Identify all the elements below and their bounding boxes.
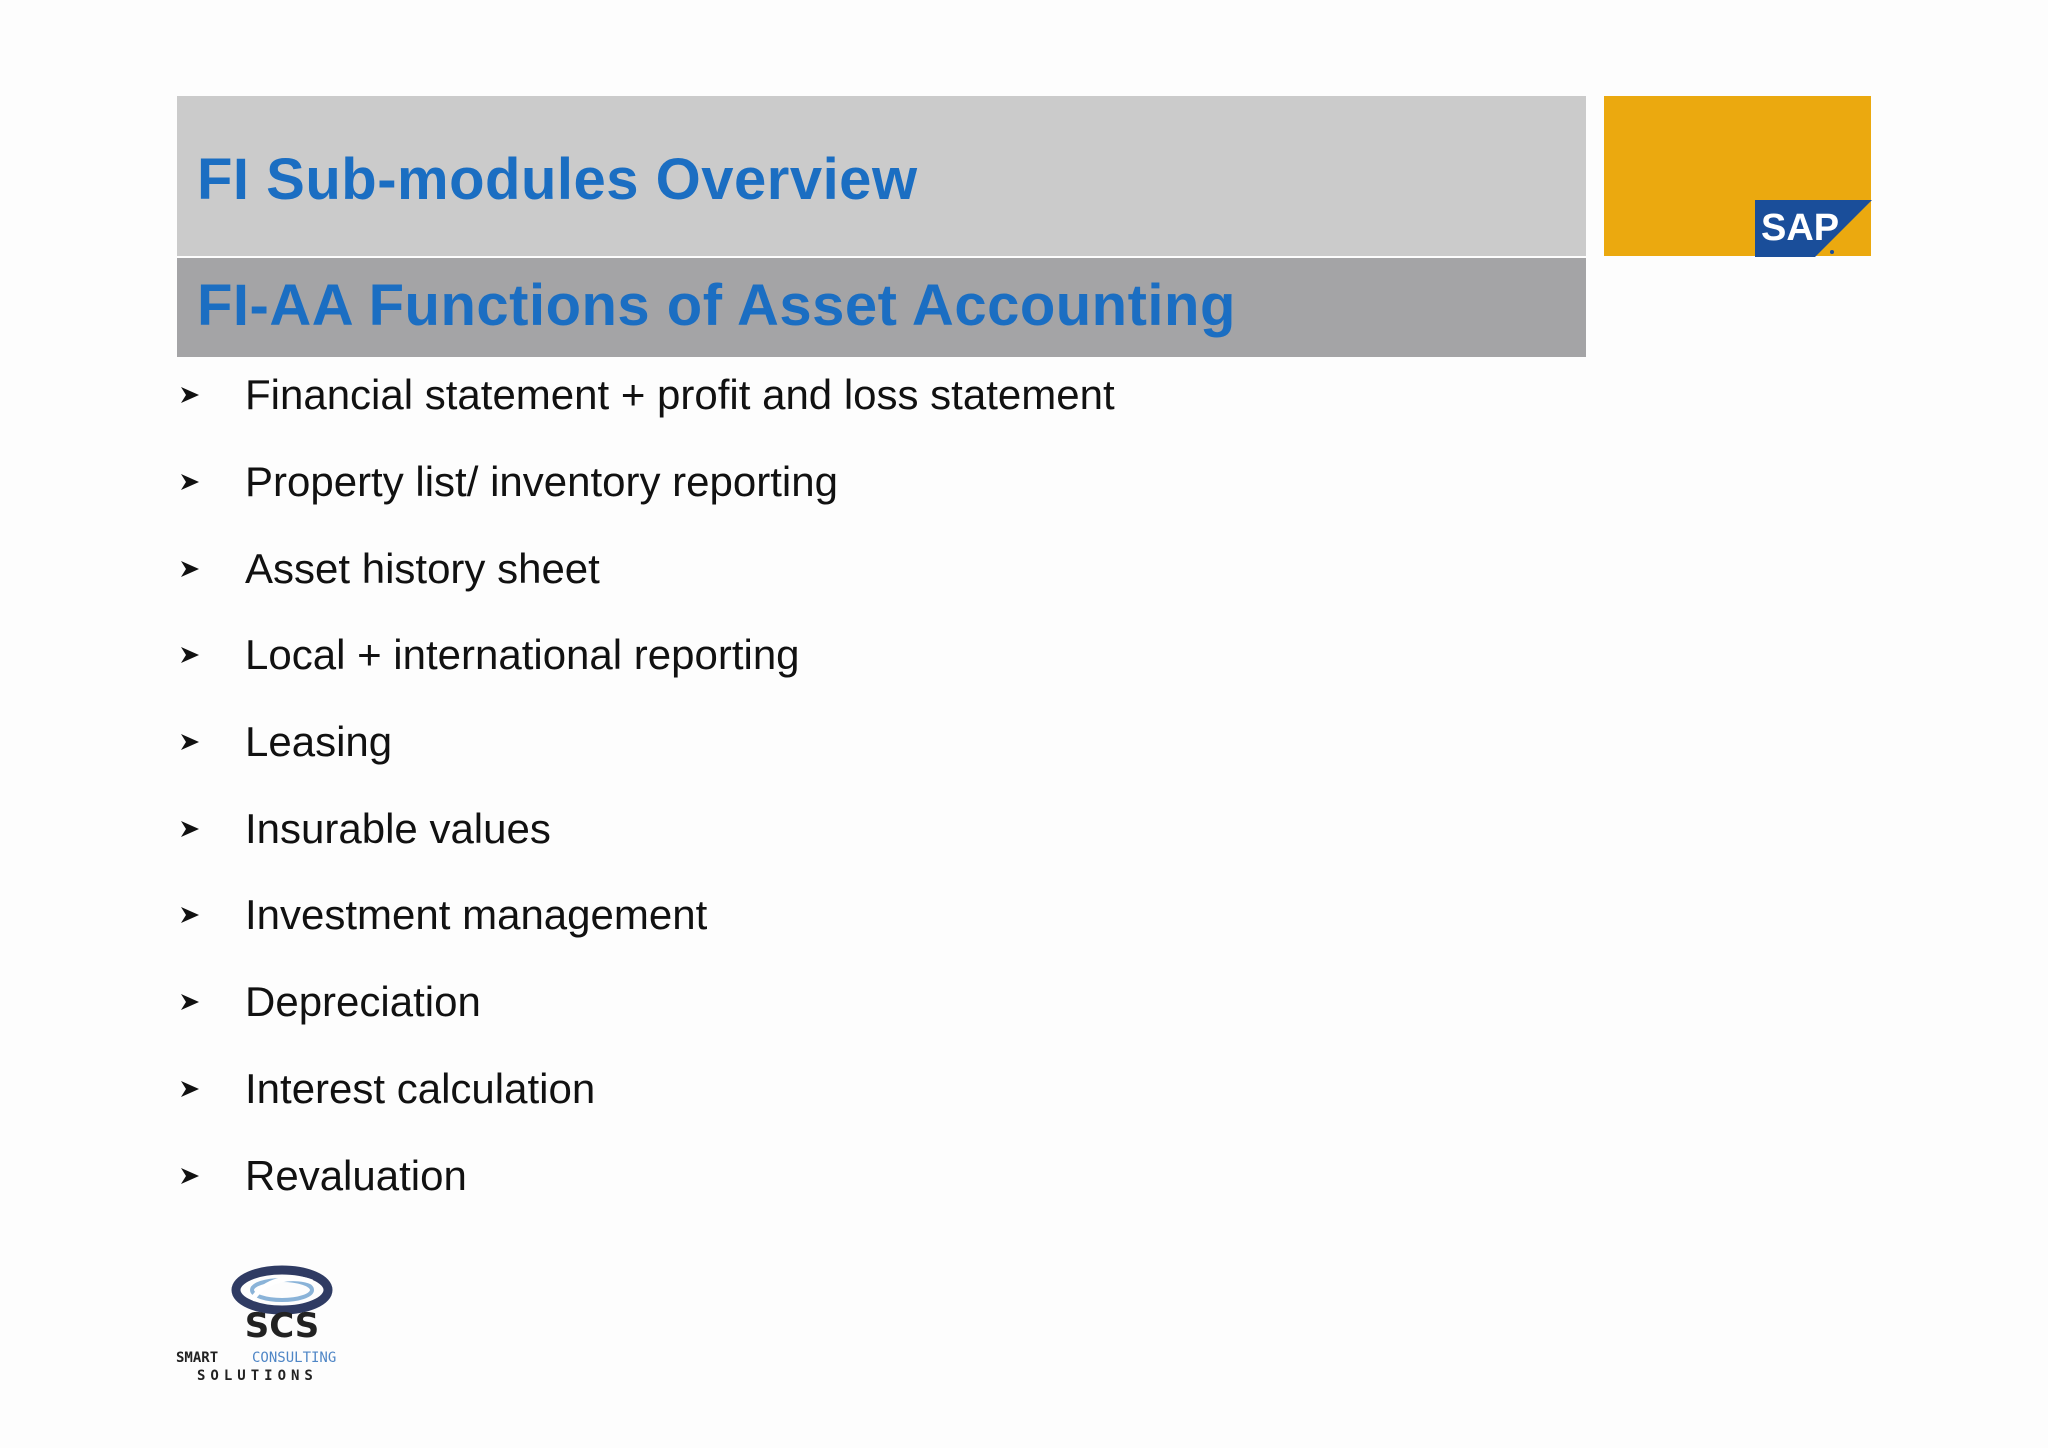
scs-logo — [172, 1262, 382, 1382]
list-item-label: Local + international reporting — [245, 631, 800, 679]
slide-title: FI Sub-modules Overview — [197, 147, 918, 212]
arrowhead-bullet-icon — [177, 558, 245, 580]
list-item — [177, 525, 1115, 612]
list-item — [177, 439, 1115, 526]
arrowhead-bullet-icon — [177, 644, 245, 666]
list-item — [177, 612, 1115, 699]
arrowhead-bullet-icon — [177, 384, 245, 406]
list-item — [177, 872, 1115, 959]
list-item-label: Insurable values — [245, 804, 551, 852]
arrowhead-bullet-icon — [177, 818, 245, 840]
list-item-label: Leasing — [245, 718, 393, 766]
list-item — [177, 699, 1115, 786]
arrowhead-bullet-icon — [177, 471, 245, 493]
scs-line2: SOLUTIONS — [197, 1368, 318, 1382]
arrowhead-bullet-icon — [177, 991, 245, 1013]
list-item-label: Interest calculation — [245, 1064, 596, 1112]
scs-line1b: CONSULTING — [252, 1350, 337, 1366]
list-item — [177, 785, 1115, 872]
list-item-label: Financial statement + profit and loss statement — [245, 371, 1115, 419]
arrowhead-bullet-icon — [177, 1165, 245, 1187]
slide-subtitle: FI-AA Functions of Asset Accounting — [197, 273, 1236, 338]
arrowhead-bullet-icon — [177, 731, 245, 753]
scs-mark: SCS — [244, 1306, 320, 1346]
arrowhead-bullet-icon — [177, 904, 245, 926]
scs-swirl-icon — [236, 1270, 328, 1310]
arrowhead-bullet-icon — [177, 1078, 245, 1100]
list-item — [177, 1132, 1115, 1219]
list-item-label: Property list/ inventory reporting — [245, 458, 838, 506]
list-item — [177, 352, 1115, 439]
list-item-label: Depreciation — [245, 978, 481, 1026]
bullet-list — [177, 352, 1115, 1219]
list-item-label: Investment management — [245, 891, 708, 939]
list-item-label: Revaluation — [245, 1151, 467, 1199]
sap-logo-text: SAP — [1761, 207, 1840, 249]
list-item — [177, 1046, 1115, 1133]
scs-line1a: SMART — [176, 1350, 219, 1366]
list-item-label: Asset history sheet — [245, 544, 600, 592]
list-item — [177, 959, 1115, 1046]
sap-logo — [1755, 200, 1872, 257]
